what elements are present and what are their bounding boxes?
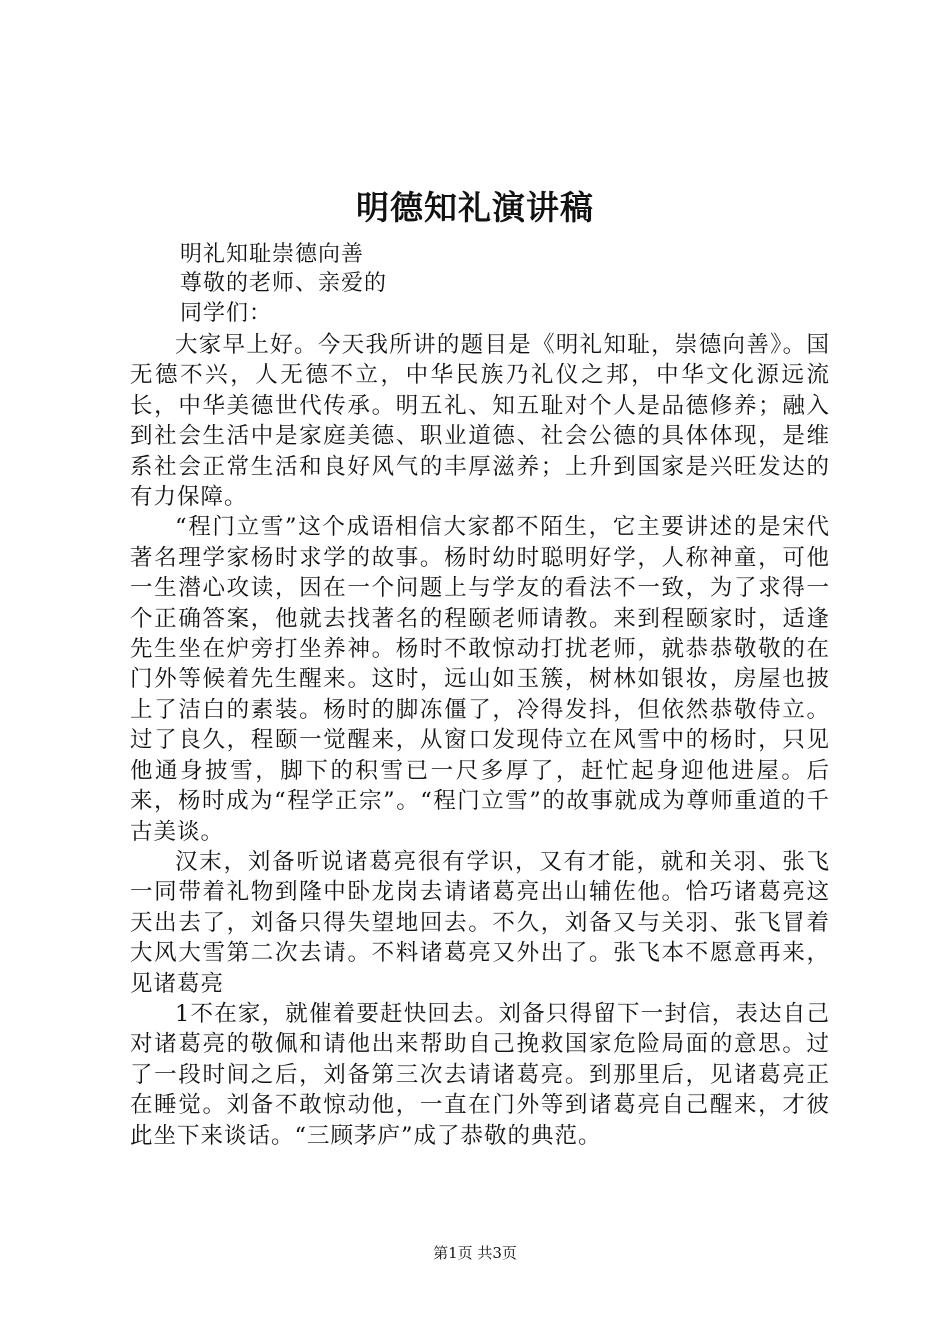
page-number-footer: 第1页 共3页 (433, 1244, 517, 1262)
salutation-line-continued: 同学们： (180, 301, 273, 326)
paragraph-chengmen-lixue: “程门立雪”这个成语相信大家都不陌生，它主要讲述的是宋代著名理学家杨时求学的故事。杨时幼时聪明好学，人称神童，可他一生潜心攻读，因在一个问题上与学友的看法不一致，为了求得一个正确答案，他就去找著名的程颐老师请教。来到程颐家时，适逢先生坐在炉旁打坐养神。杨时不敢惊动打扰老师，就恭恭敬敬的在门外等候着先生醒来。这时，远山如玉簇，树林如银妆，房屋也披上了洁白的素装。杨时的脚冻僵了，冷得发抖，但依然恭敬侍立。过了良久，程颐一觉醒来，从窗口发现侍立在风雪中的杨时，只见他通身披雪，脚下的积雪已一尺多厚了，赶忙起身迎他进屋。后来，杨时成为“程学正宗”。“程门立雪”的故事就成为尊师重道的千古美谈。 (130, 514, 830, 845)
paragraph-sangu-maolu: 汉末，刘备听说诸葛亮很有学识，又有才能，就和关羽、张飞一同带着礼物到隆中卧龙岗去请诸葛亮出山辅佐他。恰巧诸葛亮这天出去了，刘备只得失望地回去。不久，刘备又与关羽、张飞冒着大风大雪第二次去请。不料诸葛亮又外出了。张飞本不愿意再来，见诸葛亮 (130, 848, 830, 997)
subtitle-line: 明礼知耻崇德向善 (180, 242, 365, 267)
document-title: 明德知礼演讲稿 (356, 188, 594, 227)
paragraph-sangu-maolu-continued: 1不在家，就催着要赶快回去。刘备只得留下一封信，表达自己对诸葛亮的敬佩和请他出来帮助自己挽救国家危险局面的意思。过了一段时间之后，刘备第三次去请诸葛亮。到那里后，见诸葛亮正在睡觉。刘备不敢惊动他，一直在门外等到诸葛亮自己醒来，才彼此坐下来谈话。“三顾茅庐”成了恭敬的典范。 (130, 1000, 830, 1149)
salutation-line: 尊敬的老师、亲爱的 (180, 271, 388, 296)
paragraph-opening: 大家早上好。今天我所讲的题目是《明礼知耻，崇德向善》。国无德不兴，人无德不立，中华民族乃礼仪之邦，中华文化源远流长，中华美德世代传承。明五礼、知五耻对个人是品德修养；融入到社会生活中是家庭美德、职业道德、社会公德的具体体现，是维系社会正常生活和良好风气的丰厚滋养；上升到国家是兴旺发达的有力保障。 (130, 332, 830, 511)
document-body (130, 330, 830, 1151)
